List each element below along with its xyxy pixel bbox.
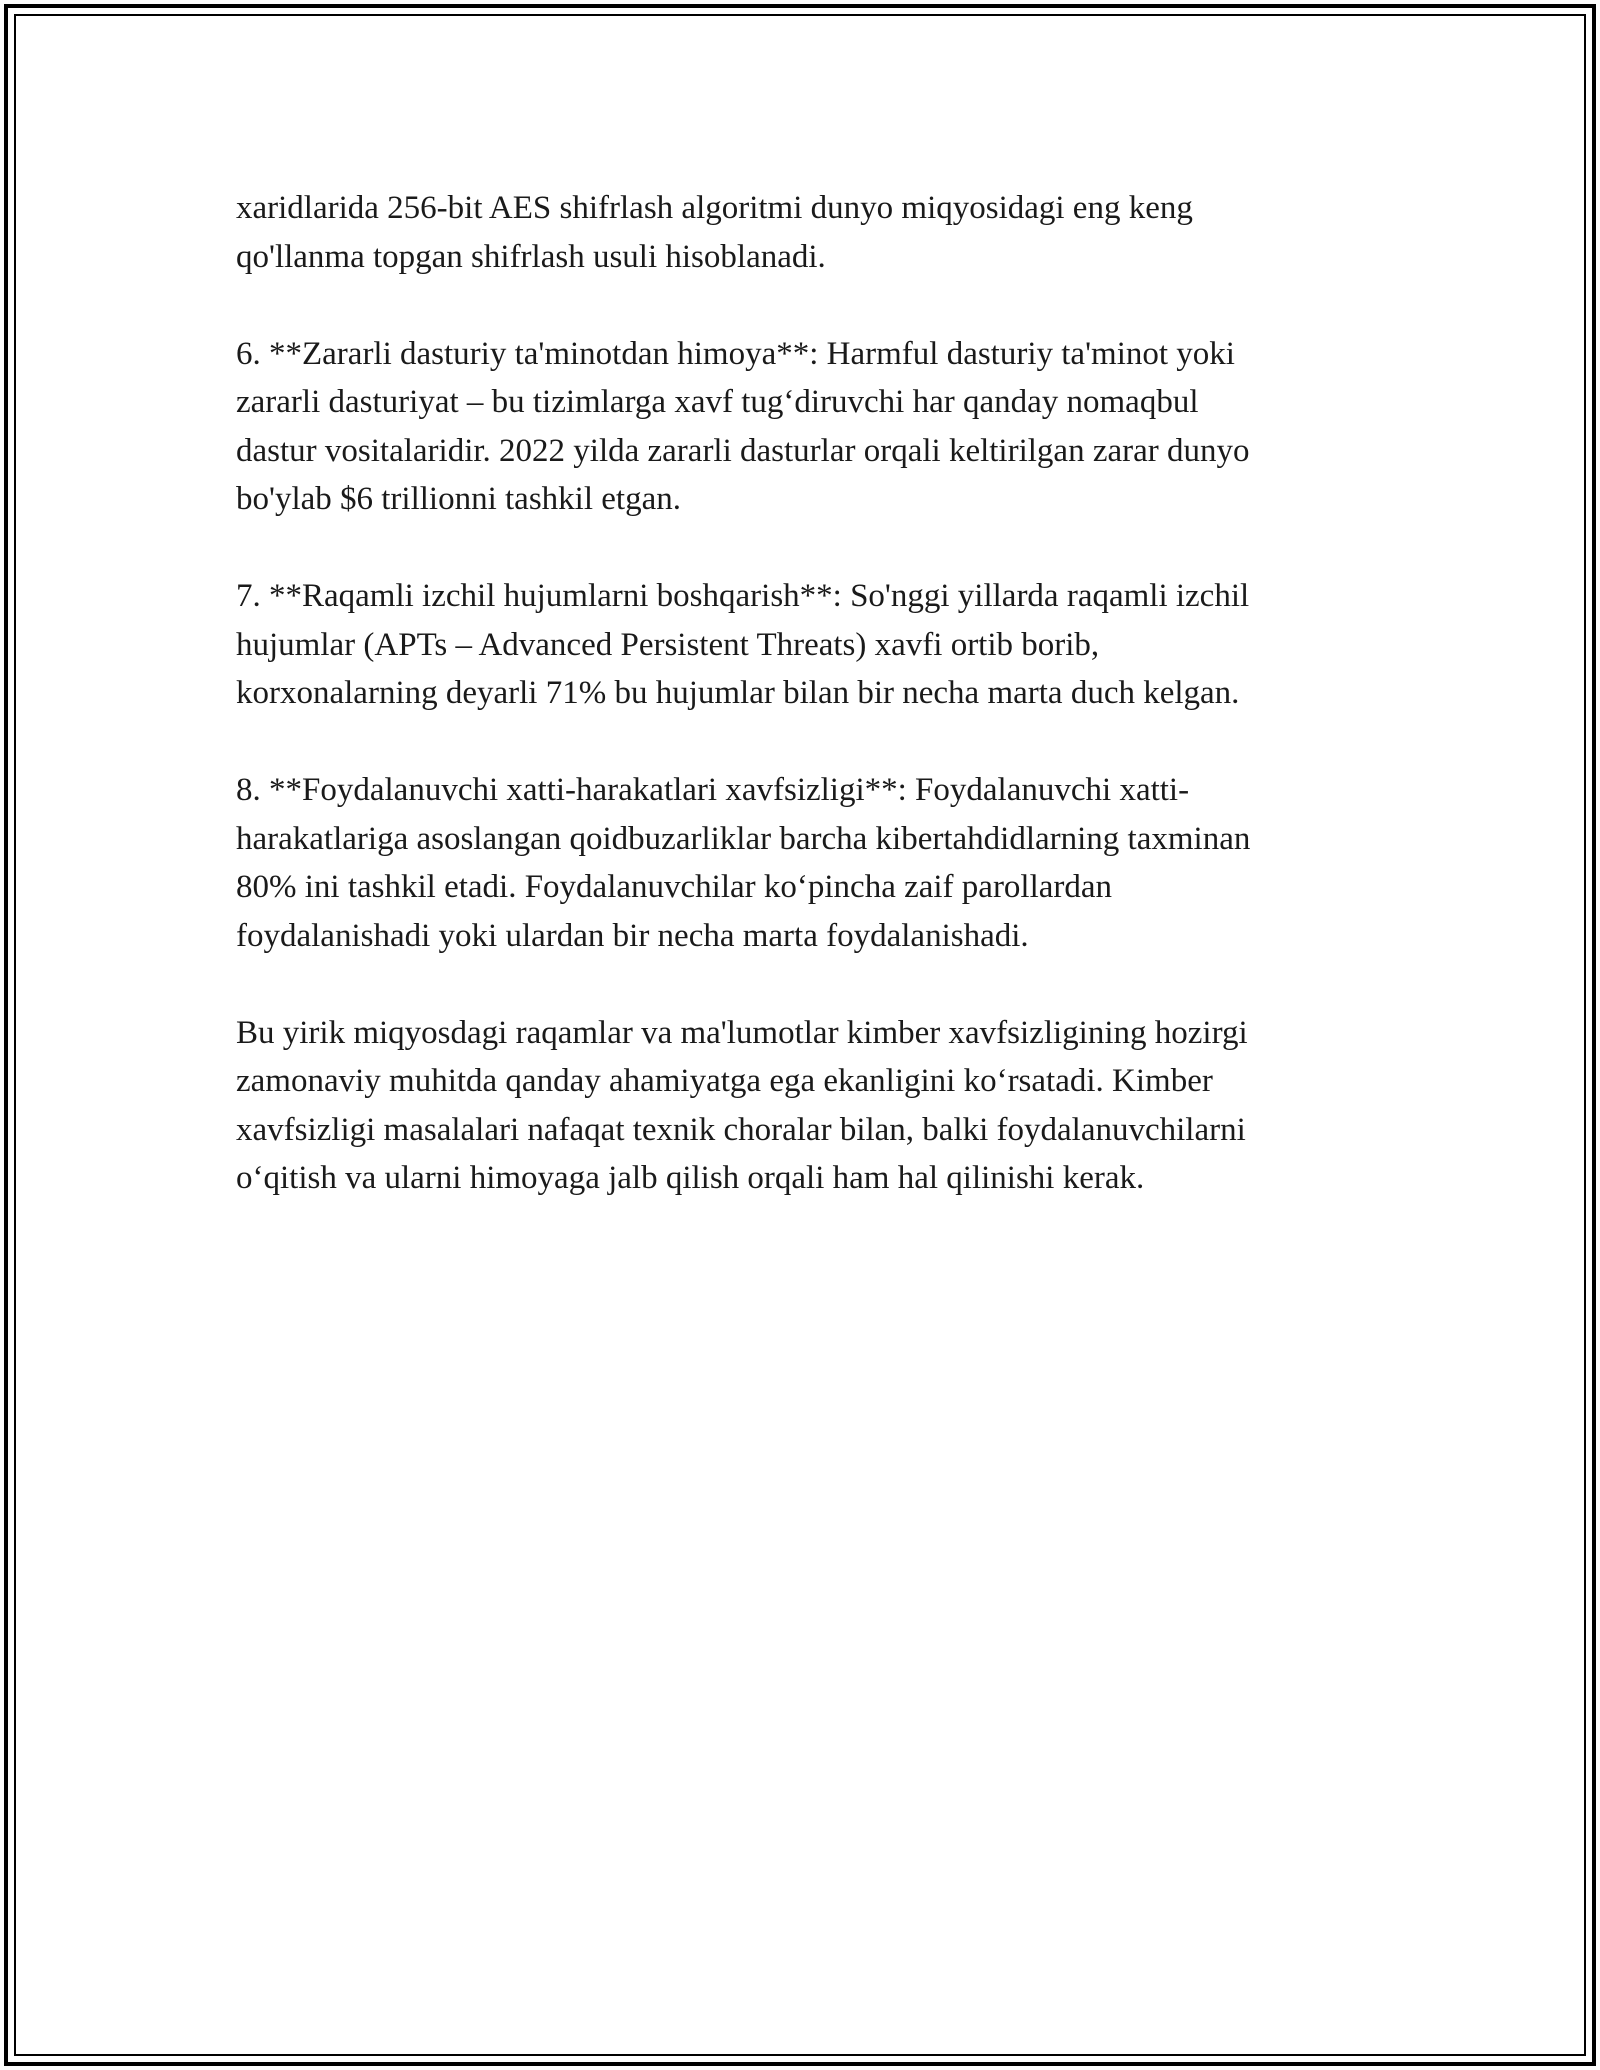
text-line: dastur vositalaridir. 2022 yilda zararli dasturlar orqali keltirilgan zarar dunyo <box>236 432 1250 469</box>
paragraph-aes-continuation <box>236 184 1386 281</box>
text-line: harakatlariga asoslangan qoidbuzarliklar barcha kibertahdidlarning taxminan <box>236 820 1251 857</box>
paragraph-item-6 <box>236 330 1386 524</box>
text-line: o‘qitish va ularni himoyaga jalb qilish orqali ham hal qilinishi kerak. <box>236 1160 1145 1196</box>
text-line: Bu yirik miqyosdagi raqamlar va ma'lumotlar kimber xavfsizligining hozirgi <box>236 1014 1248 1051</box>
text-line: xavfsizligi masalalari nafaqat texnik choralar bilan, balki foydalanuvchilarni <box>236 1111 1246 1148</box>
text-line: zararli dasturiyat – bu tizimlarga xavf tug‘diruvchi har qanday nomaqbul <box>236 384 1199 420</box>
paragraph-conclusion <box>236 1009 1386 1203</box>
paragraph-item-8 <box>236 766 1386 960</box>
text-line: 8. **Foydalanuvchi xatti-harakatlari xavfsizligi**: Foydalanuvchi xatti- <box>236 772 1190 808</box>
text-line: foydalanishadi yoki ulardan bir necha marta foydalanishadi. <box>236 917 1029 954</box>
text-line: bo'ylab $6 trillionni tashkil etgan. <box>236 481 681 517</box>
document-body <box>236 184 1386 1251</box>
text-line: xaridlarida 256-bit AES shifrlash algoritmi dunyo miqyosidagi eng keng <box>236 190 1193 226</box>
text-line: qo'llanma topgan shifrlash usuli hisoblanadi. <box>236 238 826 275</box>
text-line: 6. **Zararli dasturiy ta'minotdan himoya**: Harmful dasturiy ta'minot yoki <box>236 335 1235 372</box>
text-line: hujumlar (APTs – Advanced Persistent Threats) xavfi ortib borib, <box>236 626 1100 663</box>
text-line: 7. **Raqamli izchil hujumlarni boshqarish**: So'nggi yillarda raqamli izchil <box>236 578 1250 614</box>
text-line: zamonaviy muhitda qanday ahamiyatga ega ekanligini ko‘rsatadi. Kimber <box>236 1063 1213 1099</box>
text-line: 80% ini tashkil etadi. Foydalanuvchilar ko‘pincha zaif parollardan <box>236 869 1113 905</box>
text-line: korxonalarning deyarli 71% bu hujumlar bilan bir necha marta duch kelgan. <box>236 675 1240 711</box>
paragraph-item-7 <box>236 572 1386 718</box>
